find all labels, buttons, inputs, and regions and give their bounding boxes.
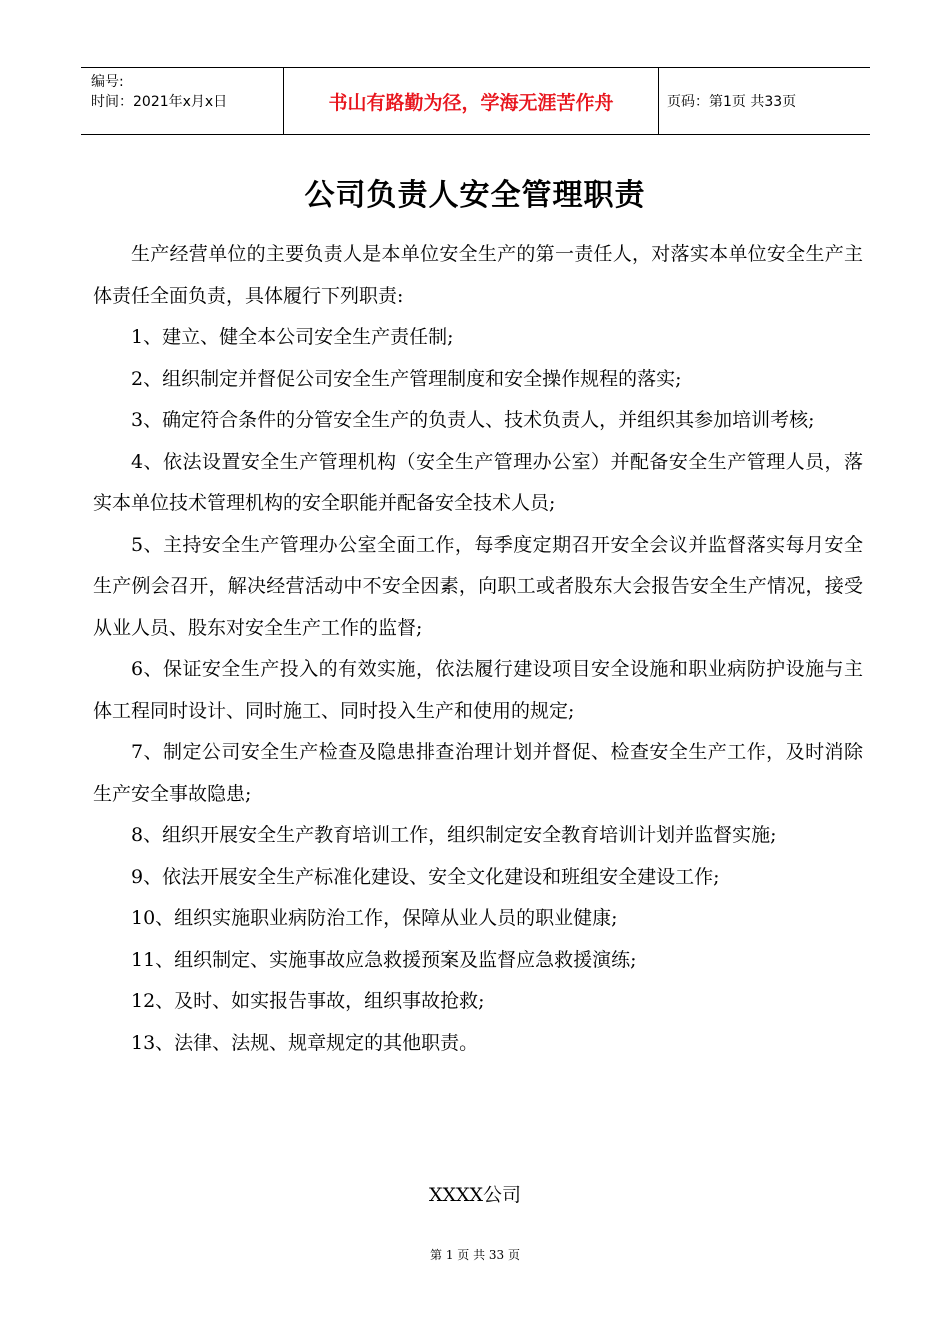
duty-item-11: 11、组织制定、实施事故应急救援预案及监督应急救援演练; [131, 948, 637, 971]
page-footer: 第 1 页 共 33 页 [430, 1248, 520, 1262]
motto-text: 书山有路勤为径，学海无涯苦作舟 [328, 91, 614, 114]
duty-item-2: 2、组织制定并督促公司安全生产管理制度和安全操作规程的落实; [131, 367, 682, 390]
duty-item-7: 7、制定公司安全生产检查及隐患排查治理计划并督促、检查安全生产工作，及时消除生产安全事故隐患; [93, 741, 863, 805]
duty-item-5: 5、主持安全生产管理办公室全面工作，每季度定期召开安全会议并监督落实每月安全生产例会召开，解决经营活动中不安全因素，向职工或者股东大会报告安全生产情况，接受从业人员、股东对安全生产工作的监督; [93, 533, 863, 639]
header-motto [284, 68, 659, 134]
duty-item-8: 8、组织开展安全生产教育培训工作，组织制定安全教育培训计划并监督实施; [131, 824, 777, 846]
header-meta [81, 68, 284, 134]
page-info-text: 页码：第1页 共33页 [667, 94, 797, 110]
duty-item-13: 13、法律、法规、规章规定的其他职责。 [131, 1031, 479, 1054]
duty-item-10: 10、组织实施职业病防治工作，保障从业人员的职业健康; [131, 907, 618, 929]
document-number-label: 编号: [91, 74, 124, 90]
header-page-info [659, 68, 870, 134]
duty-item-3: 3、确定符合条件的分管安全生产的负责人、技术负责人，并组织其参加培训考核; [131, 409, 815, 431]
duty-item-4: 4、依法设置安全生产管理机构（安全生产管理办公室）并配备安全生产管理人员，落实本单位技术管理机构的安全职能并配备安全技术人员; [93, 450, 863, 514]
document-header [81, 67, 870, 135]
company-signature: XXXX公司 [428, 1184, 522, 1206]
intro-paragraph: 生产经营单位的主要负责人是本单位安全生产的第一责任人，对落实本单位安全生产主体责任全面负责，具体履行下列职责: [93, 243, 863, 307]
duty-item-12: 12、及时、如实报告事故，组织事故抢救; [131, 990, 485, 1012]
duty-item-6: 6、保证安全生产投入的有效实施，依法履行建设项目安全设施和职业病防护设施与主体工程同时设计、同时施工、同时投入生产和使用的规定; [93, 658, 863, 722]
document-time-label: 时间：2021年x月x日 [91, 94, 228, 110]
duty-item-1: 1、建立、健全本公司安全生产责任制; [131, 326, 454, 348]
duty-item-9: 9、依法开展安全生产标准化建设、安全文化建设和班组安全建设工作; [131, 865, 720, 888]
document-body [93, 234, 863, 1064]
document-title: 公司负责人安全管理职责 [304, 178, 646, 213]
